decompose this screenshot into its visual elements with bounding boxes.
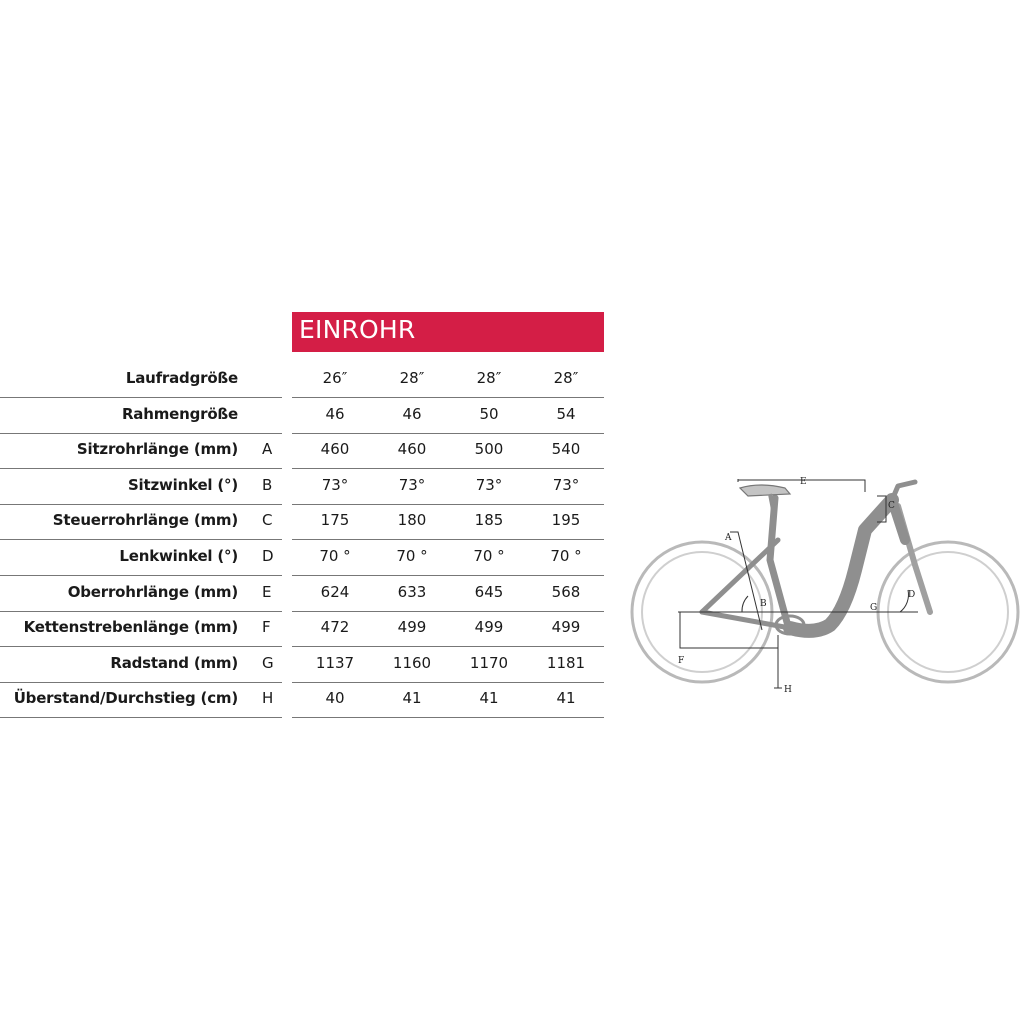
cell-value: 50 bbox=[479, 404, 499, 423]
stem-handlebar bbox=[892, 482, 915, 500]
cell-value: 28″ bbox=[476, 369, 502, 387]
frame-type-header bbox=[292, 312, 604, 352]
table-row bbox=[0, 576, 604, 612]
cell-value: 460 bbox=[320, 440, 350, 459]
cell-value: 500 bbox=[474, 440, 504, 459]
dim-b-arc bbox=[742, 596, 748, 612]
cell-value: 540 bbox=[551, 440, 581, 459]
cell-value: 195 bbox=[551, 511, 581, 530]
row-code: A bbox=[262, 440, 273, 459]
bike-geometry-diagram bbox=[630, 470, 1020, 700]
dim-h-line bbox=[774, 635, 782, 688]
cell-value: 472 bbox=[320, 618, 350, 637]
cell-value: 70 ° bbox=[473, 547, 505, 565]
cell-value: 41 bbox=[556, 689, 576, 708]
label-c: C bbox=[888, 501, 895, 511]
cell-value: 73° bbox=[321, 475, 349, 494]
table-row bbox=[0, 647, 604, 683]
cell-value: 26″ bbox=[322, 369, 348, 387]
table-row bbox=[0, 682, 604, 718]
table-row bbox=[0, 433, 604, 469]
cell-value: 54 bbox=[556, 404, 576, 423]
frame-type-title: EINROHR bbox=[299, 315, 416, 344]
table-row bbox=[0, 469, 604, 505]
row-label: Oberrohrlänge (mm) bbox=[67, 582, 238, 601]
label-e: E bbox=[800, 477, 807, 487]
cell-value: 73° bbox=[475, 475, 503, 494]
row-label: Kettenstrebenlänge (mm) bbox=[23, 618, 238, 637]
table-row bbox=[0, 540, 604, 576]
row-divider bbox=[292, 717, 604, 718]
cell-value: 568 bbox=[551, 582, 581, 601]
row-label: Laufradgröße bbox=[125, 369, 238, 387]
row-label: Steuerrohrlänge (mm) bbox=[52, 511, 238, 530]
cell-value: 499 bbox=[397, 618, 427, 637]
cell-value: 1160 bbox=[392, 653, 432, 672]
table-row bbox=[0, 398, 604, 434]
cell-value: 70 ° bbox=[550, 547, 582, 565]
cell-value: 41 bbox=[402, 689, 422, 708]
row-label: Radstand (mm) bbox=[110, 653, 238, 672]
row-label: Sitzwinkel (°) bbox=[127, 475, 238, 494]
cell-value: 1137 bbox=[315, 653, 355, 672]
cell-value: 633 bbox=[397, 582, 427, 601]
label-h: H bbox=[784, 685, 792, 695]
row-code: F bbox=[262, 618, 271, 637]
cell-value: 73° bbox=[552, 475, 580, 494]
table-row bbox=[0, 362, 604, 398]
cell-value: 1181 bbox=[546, 653, 586, 672]
label-g: G bbox=[870, 603, 878, 613]
label-d: D bbox=[908, 590, 916, 600]
row-code: C bbox=[262, 511, 273, 530]
cell-value: 499 bbox=[551, 618, 581, 637]
row-code: G bbox=[262, 653, 274, 672]
cell-value: 70 ° bbox=[396, 547, 428, 565]
row-label: Lenkwinkel (°) bbox=[119, 547, 238, 565]
row-code: B bbox=[262, 475, 273, 494]
cell-value: 70 ° bbox=[319, 547, 351, 565]
cell-value: 28″ bbox=[553, 369, 579, 387]
cell-value: 46 bbox=[402, 404, 422, 423]
row-label: Sitzrohrlänge (mm) bbox=[76, 440, 238, 459]
cell-value: 180 bbox=[397, 511, 427, 530]
label-f: F bbox=[678, 656, 685, 666]
row-divider bbox=[0, 717, 282, 718]
label-b: B bbox=[760, 599, 767, 609]
table-row bbox=[0, 611, 604, 647]
cell-value: 73° bbox=[398, 475, 426, 494]
cell-value: 28″ bbox=[399, 369, 425, 387]
cell-value: 185 bbox=[474, 511, 504, 530]
row-code: D bbox=[262, 547, 274, 565]
saddle bbox=[740, 485, 790, 496]
cell-value: 175 bbox=[320, 511, 350, 530]
table-row bbox=[0, 504, 604, 540]
cell-value: 41 bbox=[479, 689, 499, 708]
row-label: Überstand/Durchstieg (cm) bbox=[13, 689, 238, 708]
cell-value: 460 bbox=[397, 440, 427, 459]
row-label: Rahmengröße bbox=[121, 404, 238, 423]
cell-value: 46 bbox=[325, 404, 345, 423]
row-code: H bbox=[262, 689, 274, 708]
cell-value: 624 bbox=[320, 582, 350, 601]
label-a: A bbox=[725, 533, 732, 543]
cell-value: 645 bbox=[474, 582, 504, 601]
cell-value: 499 bbox=[474, 618, 504, 637]
cell-value: 40 bbox=[325, 689, 345, 708]
cell-value: 1170 bbox=[469, 653, 509, 672]
row-code: E bbox=[262, 582, 272, 601]
